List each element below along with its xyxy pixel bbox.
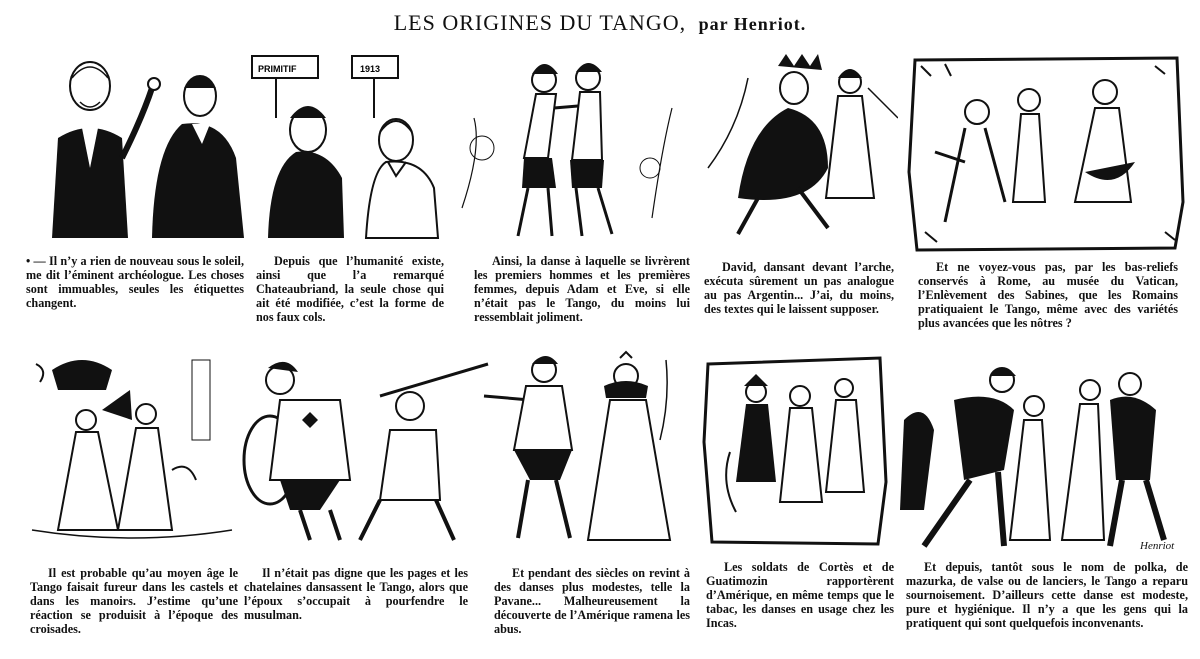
caption-text: Et pendant des siècles on revint à des danses plus modestes, telle la Pavane... Malheureusement la découverte de l’Amérique ramena les abus.	[494, 566, 690, 636]
panel-10-illustration	[894, 360, 1188, 556]
modern-tango-drawing	[894, 360, 1188, 556]
panel-8-illustration	[470, 350, 694, 546]
panel-6-illustration	[22, 350, 234, 546]
sign-primitif: PRIMITIF	[258, 64, 297, 74]
sign-1913: 1913	[360, 64, 381, 74]
caption-text: Il n’était pas digne que les pages et les chatelaines dansassent le Tango, alors que l’époux s’occupait à pourfendre le musulman.	[244, 566, 468, 622]
caption-text: David, dansant devant l’arche, exécuta sûrement un pas analogue au pas Argentin... J’ai, du moins, des textes qui le laissent supposer.	[704, 260, 894, 316]
panel-1-illustration	[22, 48, 250, 244]
medieval-castle-drawing	[22, 350, 234, 546]
caption-panel-10	[906, 560, 1188, 630]
pavane-dance-drawing	[470, 350, 694, 546]
caption-panel-5	[918, 260, 1178, 330]
archaeologist-drawing	[22, 48, 250, 244]
caption-panel-3	[474, 254, 690, 324]
caption-text: Il est probable qu’au moyen âge le Tango faisait fureur dans les castels et dans les manoirs. J’estime qu’une réaction se produisit à l’époque des croisades.	[30, 566, 238, 636]
caption-text: Et ne voyez-vous pas, par les bas-reliefs conservés à Rome, au musée du Vatican, l’Enlèvement des Sabines, que les Romains pratiquaient le Tango, même avec des variétés plus avancées que les nôtres ?	[918, 260, 1178, 330]
panel-2-illustration	[246, 48, 444, 244]
panel-3-illustration	[452, 48, 684, 244]
bas-relief-drawing	[905, 52, 1187, 252]
caption-panel-7	[244, 566, 468, 622]
caption-panel-9	[706, 560, 894, 630]
title-text: LES ORIGINES DU TANGO,	[393, 10, 687, 35]
primitif-1913-drawing	[246, 48, 444, 244]
artist-signature: Henriot	[1140, 540, 1175, 552]
caption-text: Les soldats de Cortès et de Guatimozin rapportèrent d’Amérique, en même temps que le tabac, les danses en usage chez les Incas.	[706, 560, 894, 630]
caption-panel-2	[256, 254, 444, 324]
caption-panel-1	[26, 254, 244, 310]
david-dancing-drawing	[698, 48, 898, 244]
cortes-soldiers-drawing	[700, 352, 890, 548]
panel-7-illustration	[240, 350, 490, 546]
caption-panel-4	[704, 260, 894, 316]
crusader-knight-drawing	[240, 350, 490, 546]
panel-9-illustration	[700, 352, 890, 548]
caption-text: Ainsi, la danse à laquelle se livrèrent les premiers hommes et les premières femmes, depuis Adam et Eve, si elle n’était pas le Tango, du moins lui ressemblait joliment.	[474, 254, 690, 324]
caption-text: Depuis que l’humanité existe, ainsi que l’a remarqué Chateaubriand, la seule chose qui ait été modifiée, c’est la forme de nos faux cols.	[256, 254, 444, 324]
adam-eve-drawing	[452, 48, 684, 244]
caption-panel-6	[30, 566, 238, 636]
page-title	[0, 10, 1200, 36]
panel-5-illustration	[905, 52, 1187, 252]
caption-text: • — Il n’y a rien de nouveau sous le soleil, me dit l’éminent archéologue. Les choses sont immuables, seules les étiquettes changent.	[26, 254, 244, 310]
byline: par Henriot.	[698, 14, 807, 34]
caption-panel-8	[494, 566, 690, 636]
caption-text: Et depuis, tantôt sous le nom de polka, de mazurka, de valse ou de lanciers, le Tango a reparu sournoisement. D’ailleurs cette danse est modeste, pure et hygiénique. Il n’y a que les gens qui la pratiquent qui sont quelquefois inconvenants.	[906, 560, 1188, 630]
panel-4-illustration	[698, 48, 898, 244]
